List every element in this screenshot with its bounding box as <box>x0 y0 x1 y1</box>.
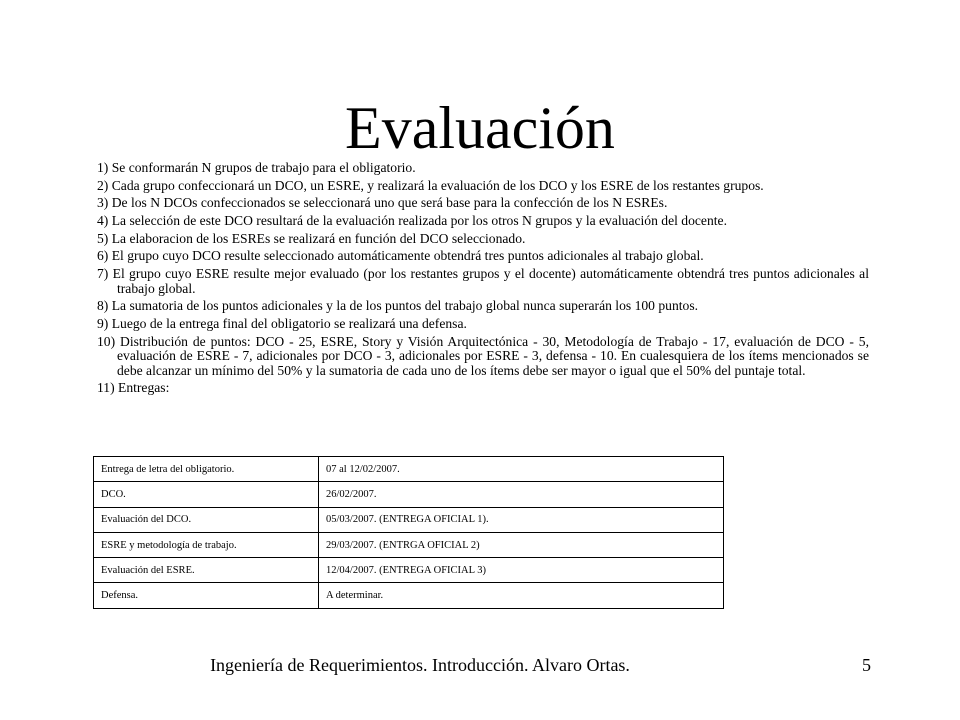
deliveries-table <box>93 456 724 609</box>
rule-item-8: 8) La sumatoria de los puntos adicionales y la de los puntos del trabajo global nunca superarán los 100 puntos. <box>97 298 699 314</box>
table-row <box>94 482 724 507</box>
delivery-item-cell: Defensa. <box>94 583 319 608</box>
rule-item-5: 5) La elaboracion de los ESREs se realizará en función del DCO seleccionado. <box>97 230 526 246</box>
delivery-date-cell: 29/03/2007. (ENTRGA OFICIAL 2) <box>319 532 724 557</box>
delivery-date-cell: 05/03/2007. (ENTREGA OFICIAL 1). <box>319 507 724 532</box>
table-row <box>94 507 724 532</box>
table-row <box>94 583 724 608</box>
rule-item-1: 1) Se conformarán N grupos de trabajo para el obligatorio. <box>97 160 416 175</box>
rule-item-7: 7) El grupo cuyo ESRE resulte mejor evaluado (por los restantes grupos y el docente) automáticamente obtendrá tres puntos adicionales al trabajo global. <box>97 266 869 296</box>
delivery-item-cell: ESRE y metodología de trabajo. <box>94 532 319 557</box>
delivery-date-cell: 26/02/2007. <box>319 482 724 507</box>
table-row <box>94 457 724 482</box>
rule-item-3: 3) De los N DCOs confeccionados se seleccionará uno que será base para la confección de los N ESREs. <box>97 195 668 211</box>
rule-item-2: 2) Cada grupo confeccionará un DCO, un ESRE, y realizará la evaluación de los DCO y los ESRE de los restantes grupos. <box>97 177 764 193</box>
delivery-item-cell: Evaluación del ESRE. <box>94 558 319 583</box>
rule-item-4: 4) La selección de este DCO resultará de la evaluación realizada por los otros N grupos y la evaluación del docente. <box>97 213 727 229</box>
delivery-date-cell: 07 al 12/02/2007. <box>319 457 724 482</box>
rule-item-6: 6) El grupo cuyo DCO resulte seleccionado automáticamente obtendrá tres puntos adicionales al trabajo global. <box>97 248 704 264</box>
table-row <box>94 558 724 583</box>
table-row <box>94 532 724 557</box>
slide-footer: Ingeniería de Requerimientos. Introducción. Alvaro Ortas. <box>210 655 630 675</box>
rule-item-10: 10) Distribución de puntos: DCO - 25, ESRE, Story y Visión Arquitectónica - 30, Metodología de Trabajo - 17, evaluación de DCO - 5, evaluación de ESRE - 7, adicionales por DCO - 3, adicionales por ESRE - 3, defensa - 10. En cualesquiera de los ítems mencionados se debe alcanzar un mínimo del 50% y la sumatoria de cada uno de los ítems debe ser mayor o igual que el 50% del puntaje total. <box>97 333 869 378</box>
delivery-date-cell: 12/04/2007. (ENTREGA OFICIAL 3) <box>319 558 724 583</box>
page-number: 5 <box>862 655 871 675</box>
evaluation-rules-list <box>97 161 869 399</box>
delivery-item-cell: DCO. <box>94 482 319 507</box>
delivery-date-cell: A determinar. <box>319 583 724 608</box>
delivery-item-cell: Evaluación del DCO. <box>94 507 319 532</box>
rule-item-9: 9) Luego de la entrega final del obligatorio se realizará una defensa. <box>97 316 467 331</box>
delivery-item-cell: Entrega de letra del obligatorio. <box>94 457 319 482</box>
slide-title: Evaluación <box>345 95 615 161</box>
rule-item-11: 11) Entregas: <box>97 380 170 396</box>
